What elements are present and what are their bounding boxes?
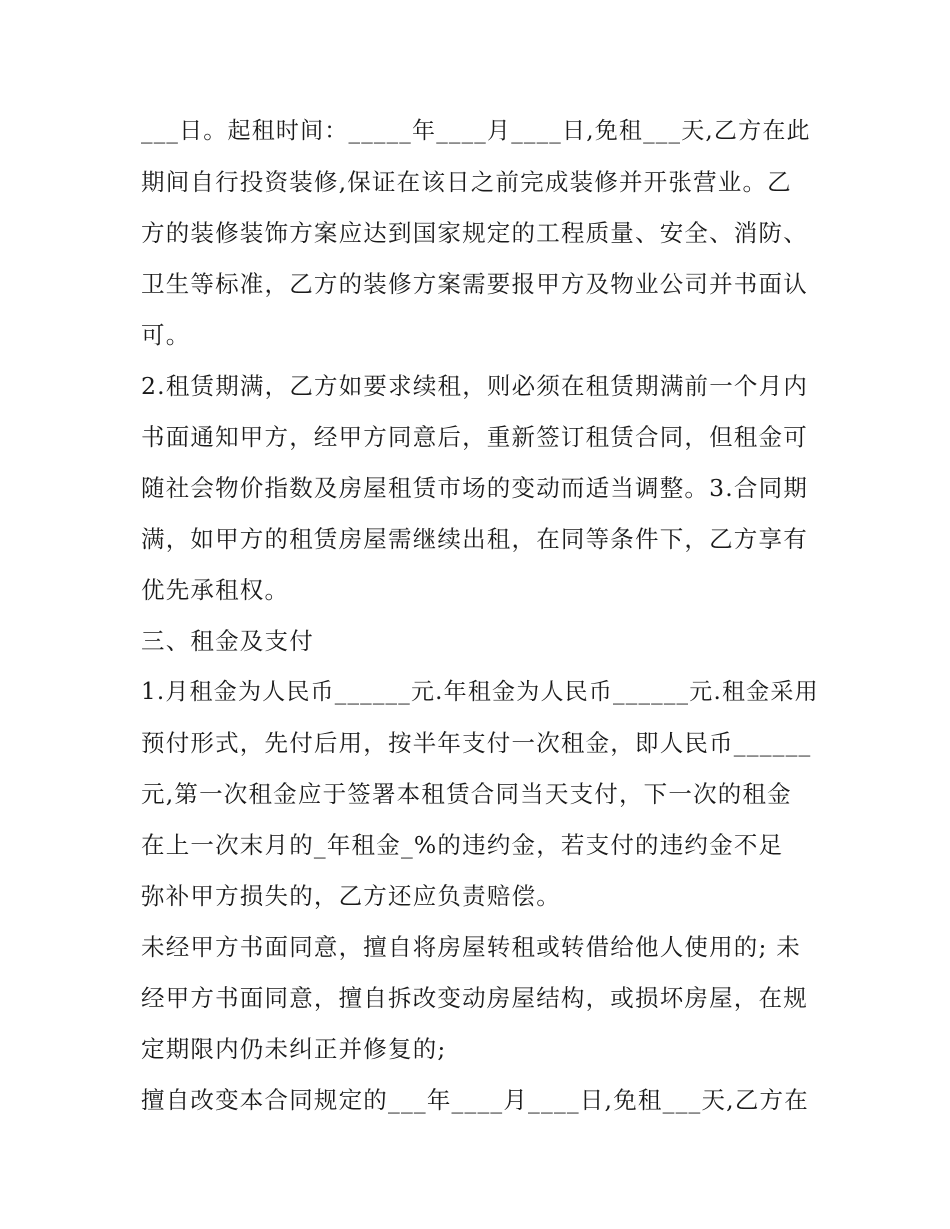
- section-heading: 三、租金及支付: [141, 627, 314, 655]
- text-line: ___日。起租时间：_____年____月____日,免租___天,乙方在此: [141, 118, 811, 144]
- text-line: 方的装修装饰方案应达到国家规定的工程质量、安全、消防、: [141, 219, 808, 247]
- text-line: 卫生等标准，乙方的装修方案需要报甲方及物业公司并书面认: [141, 270, 808, 298]
- text-line: 优先承租权。: [141, 576, 290, 604]
- text-line: 在上一次末月的_年租金_%的违约金，若支付的违约金不足: [141, 831, 784, 859]
- text-line: 元,第一次租金应于签署本租赁合同当天支付，下一次的租金: [141, 780, 792, 808]
- text-line: 满，如甲方的租赁房屋需继续出租，在同等条件下，乙方享有: [141, 525, 808, 553]
- text-line: 2.租赁期满，乙方如要求续租，则必须在租赁期满前一个月内: [141, 372, 809, 400]
- document-page: [141, 106, 821, 1126]
- text-line: 书面通知甲方，经甲方同意后，重新签订租赁合同，但租金可: [141, 423, 808, 451]
- text-line: 1.月租金为人民币______元.年租金为人民币______元.租金采用: [141, 679, 819, 705]
- text-line: 预付形式，先付后用，按半年支付一次租金，即人民币______: [141, 729, 812, 757]
- text-line: 期间自行投资装修,保证在该日之前完成装修并开张营业。乙: [141, 168, 792, 196]
- text-line: 随社会物价指数及房屋租赁市场的变动而适当调整。3.合同期: [141, 474, 809, 502]
- text-line: 定期限内仍未纠正并修复的;: [141, 1035, 447, 1063]
- text-line: 未经甲方书面同意，擅自将房屋转租或转借给他人使用的; 未: [141, 933, 801, 961]
- text-line: 擅自改变本合同规定的___年____月____日,免租___天,乙方在: [141, 1086, 809, 1114]
- text-line: 经甲方书面同意，擅自拆改变动房屋结构，或损坏房屋，在规: [141, 984, 808, 1012]
- text-line: 弥补甲方损失的，乙方还应负责赔偿。: [141, 882, 561, 910]
- text-line: 可。: [141, 321, 191, 349]
